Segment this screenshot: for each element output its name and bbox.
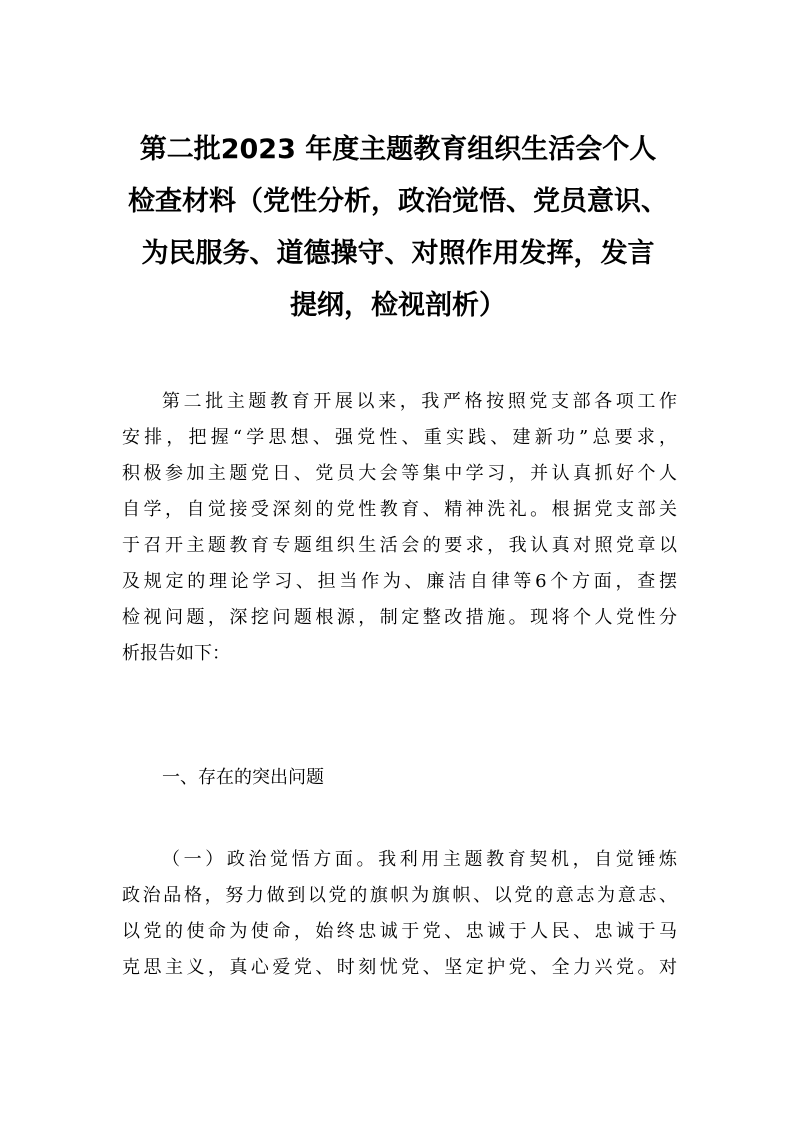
paragraph-line: 政治品格，努力做到以党的旗帜为旗帜、以党的意志为意志、 bbox=[122, 885, 677, 906]
section-heading bbox=[122, 760, 677, 796]
paragraph-line: 自学，自觉接受深刻的党性教育、精神洗礼。根据党支部关 bbox=[122, 499, 677, 520]
paragraph-line: 安排，把握“学思想、强党性、重实践、建新功”总要求， bbox=[122, 427, 677, 448]
intro-paragraph bbox=[122, 384, 677, 672]
paragraph-line: 积极参加主题党日、党员大会等集中学习，并认真抓好个人 bbox=[122, 463, 677, 484]
title-line: 为民服务、道德操守、对照作用发挥，发言 bbox=[141, 238, 655, 269]
paragraph-line: 以党的使命为使命，始终忠诚于党、忠诚于人民、忠诚于马 bbox=[122, 921, 677, 942]
paragraph-line: 及规定的理论学习、担当作为、廉洁自律等6个方面，查摆 bbox=[122, 571, 677, 592]
title-line: 第二批2023 年度主题教育组织生活会个人 bbox=[139, 134, 657, 165]
section-heading-text: 一、存在的突出问题 bbox=[162, 767, 324, 788]
paragraph-line: 于召开主题教育专题组织生活会的要求，我认真对照党章以 bbox=[122, 535, 677, 556]
paragraph-line: 第二批主题教育开展以来，我严格按照党支部各项工作 bbox=[162, 391, 677, 412]
paragraph-line: （一）政治觉悟方面。我利用主题教育契机，自觉锤炼 bbox=[162, 849, 677, 870]
political-awareness-paragraph bbox=[122, 842, 677, 986]
paragraph-line: 检视问题，深挖问题根源，制定整改措施。现将个人党性分 bbox=[122, 607, 677, 628]
paragraph-line: 析报告如下： bbox=[122, 643, 230, 664]
document-title bbox=[118, 124, 678, 332]
title-line: 提纲，检视剖析） bbox=[290, 290, 506, 321]
paragraph-line: 克思主义，真心爱党、时刻忧党、坚定护党、全力兴党。对 bbox=[122, 957, 677, 978]
title-line: 检查材料（党性分析，政治觉悟、党员意识、 bbox=[128, 186, 668, 217]
